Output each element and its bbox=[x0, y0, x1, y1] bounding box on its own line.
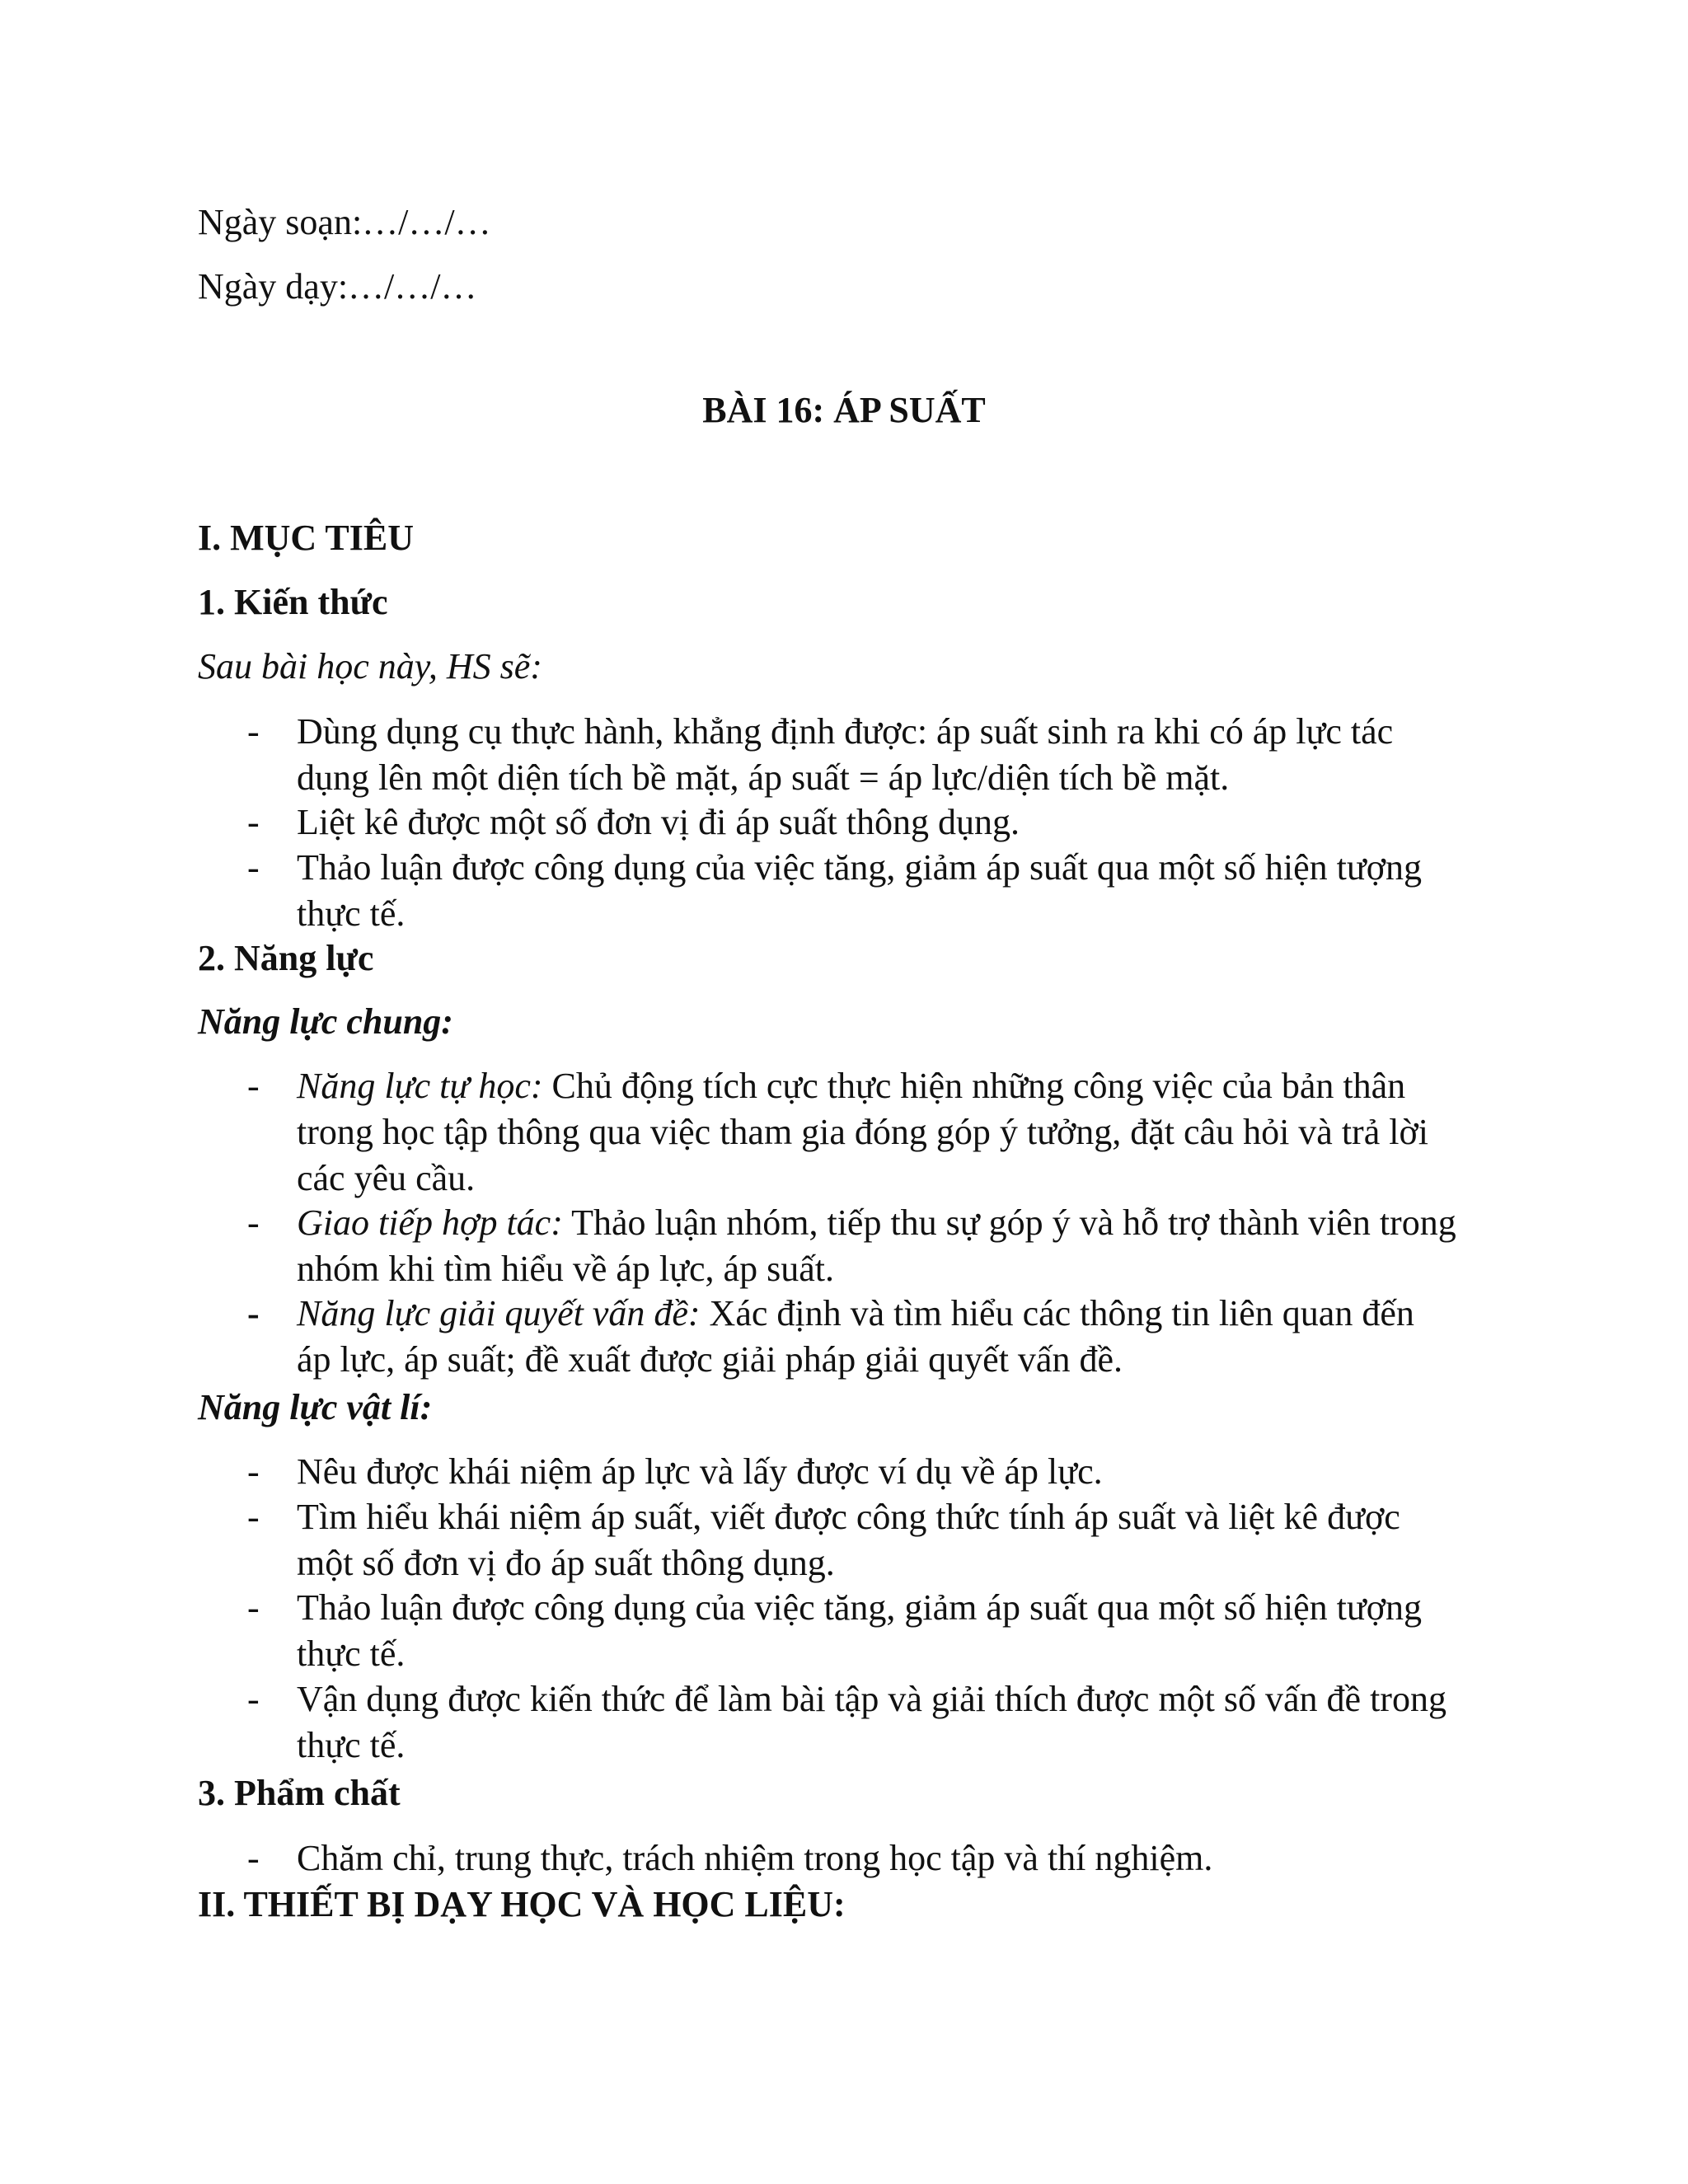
bullet-dash: - bbox=[247, 1679, 260, 1719]
physics-competence-heading: Năng lực vật lí: bbox=[198, 1387, 433, 1427]
date-prepared: Ngày soạn:…/…/… bbox=[198, 202, 491, 242]
list-item: Thảo luận được công dụng của việc tăng, giảm áp suất qua một số hiện tượng thực tế. bbox=[297, 847, 1423, 934]
section-heading-objectives: I. MỤC TIÊU bbox=[198, 518, 415, 558]
subheading-knowledge: 1. Kiến thức bbox=[198, 582, 388, 622]
list-item: Thảo luận được công dụng của việc tăng, giảm áp suất qua một số hiện tượng thực tế. bbox=[297, 1587, 1423, 1674]
list-item: Dùng dụng cụ thực hành, khẳng định được: áp suất sinh ra khi có áp lực tác dụng lên một diện tích bề mặt, áp suất = áp lực/diện tích bề mặt. bbox=[297, 711, 1394, 798]
subheading-competence: 2. Năng lực bbox=[198, 938, 374, 978]
subheading-qualities: 3. Phẩm chất bbox=[198, 1773, 401, 1813]
general-competence-heading: Năng lực chung: bbox=[198, 1001, 453, 1042]
date-taught: Ngày dạy:…/…/… bbox=[198, 266, 477, 307]
section-heading-equipment: II. THIẾT BỊ DẠY HỌC VÀ HỌC LIỆU: bbox=[198, 1884, 846, 1924]
lesson-title: BÀI 16: ÁP SUẤT bbox=[702, 390, 986, 430]
item-label: Năng lực giải quyết vấn đề: bbox=[297, 1293, 701, 1333]
bullet-dash: - bbox=[247, 1202, 260, 1243]
item-label: Năng lực tự học: bbox=[297, 1066, 543, 1106]
list-item: Liệt kê được một số đơn vị đi áp suất thông dụng. bbox=[297, 802, 1020, 842]
bullet-dash: - bbox=[247, 847, 260, 888]
bullet-dash: - bbox=[247, 1066, 260, 1106]
list-item: Năng lực giải quyết vấn đề: Xác định và tìm hiểu các thông tin liên quan đến áp lực, áp suất; đề xuất được giải pháp giải quyết vấn đề. bbox=[297, 1293, 1414, 1380]
list-item: Vận dụng được kiến thức để làm bài tập và giải thích được một số vấn đề trong thực tế. bbox=[297, 1679, 1447, 1765]
list-item: Giao tiếp hợp tác: Thảo luận nhóm, tiếp thu sự góp ý và hỗ trợ thành viên trong nhóm khi tìm hiểu về áp lực, áp suất. bbox=[297, 1202, 1456, 1289]
bullet-dash: - bbox=[247, 1587, 260, 1628]
list-item: Chăm chỉ, trung thực, trách nhiệm trong học tập và thí nghiệm. bbox=[297, 1838, 1213, 1878]
bullet-dash: - bbox=[247, 711, 260, 752]
item-label: Giao tiếp hợp tác: bbox=[297, 1202, 563, 1243]
bullet-dash: - bbox=[247, 1451, 260, 1492]
list-item: Nêu được khái niệm áp lực và lấy được ví dụ về áp lực. bbox=[297, 1451, 1103, 1492]
list-item: Tìm hiểu khái niệm áp suất, viết được công thức tính áp suất và liệt kê được một số đơn vị đo áp suất thông dụng. bbox=[297, 1497, 1400, 1583]
bullet-dash: - bbox=[247, 802, 260, 842]
list-item: Năng lực tự học: Chủ động tích cực thực hiện những công việc của bản thân trong học tập thông qua việc tham gia đóng góp ý tưởng, đặt câu hỏi và trả lời các yêu cầu. bbox=[297, 1066, 1428, 1198]
bullet-dash: - bbox=[247, 1838, 260, 1878]
bullet-dash: - bbox=[247, 1497, 260, 1537]
bullet-dash: - bbox=[247, 1293, 260, 1333]
knowledge-intro: Sau bài học này, HS sẽ: bbox=[198, 646, 542, 687]
